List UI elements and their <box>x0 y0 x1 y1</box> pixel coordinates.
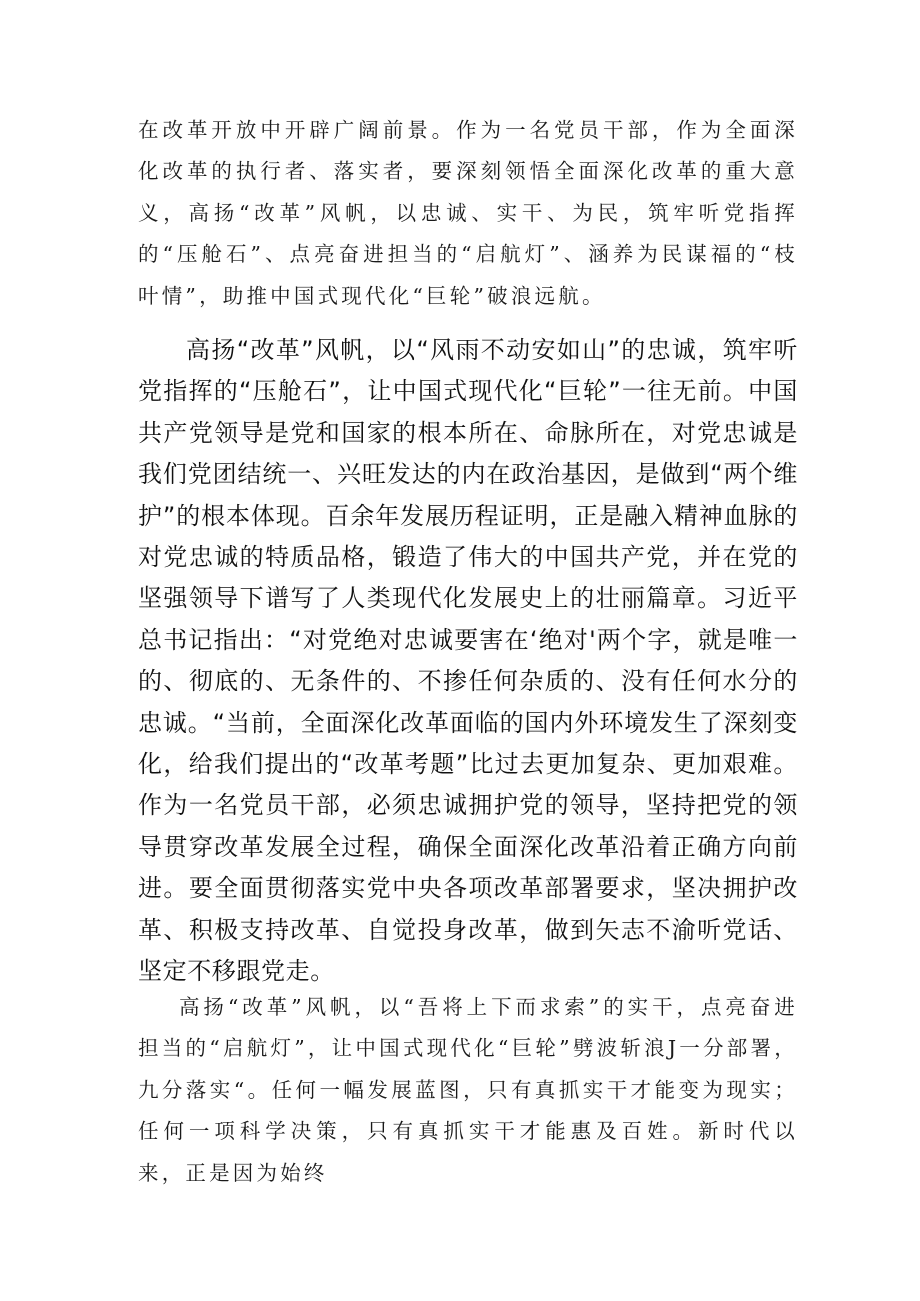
paragraph-1: 在改革开放中开辟广阔前景。作为一名党员干部，作为全面深化改革的执行者、落实者，要深刻领悟全面深化改革的重大意义，高扬“改革”风帆，以忠诚、实干、为民，筑牢听党指挥的“压舱石”、点亮奋进担当的“启航灯”、涵养为民谋福的“枝叶情”，助推中国式现代化“巨轮”破浪远航。 <box>138 118 798 308</box>
paragraph-3: 高扬“改革”风帆，以“吾将上下而求索”的实干，点亮奋进担当的“启航灯”，让中国式现代化“巨轮”劈波斩浪J一分部署，九分落实“。任何一幅发展蓝图，只有真抓实干才能变为现实；任何一项科学决策，只有真抓实干才能惠及百姓。新时代以来，正是因为始终 <box>138 995 798 1185</box>
paragraph-2: 高扬“改革”风帆，以“风雨不动安如山”的忠诚，筑牢听党指挥的“压舱石”，让中国式现代化“巨轮”一往无前。中国共产党领导是党和国家的根本所在、命脉所在，对党忠诚是我们党团结统一、兴旺发达的内在政治基因，是做到“两个维护”的根本体现。百余年发展历程证明，正是融入精神血脉的对党忠诚的特质品格，锻造了伟大的中国共产党，并在党的坚强领导下谱写了人类现代化发展史上的壮丽篇章。习近平总书记指出：“对党绝对忠诚要害在‘绝对'两个字，就是唯一的、彻底的、无条件的、不掺任何杂质的、没有任何水分的忠诚。“当前，全面深化改革面临的国内外环境发生了深刻变化，给我们提出的“改革考题”比过去更加复杂、更加艰难。作为一名党员干部，必须忠诚拥护党的领导，坚持把党的领导贯穿改革发展全过程，确保全面深化改革沿着正确方向前进。要全面贯彻落实党中央各项改革部署要求，坚决拥护改革、积极支持改革、自觉投身改革，做到矢志不渝听党话、坚定不移跟党走。 <box>138 336 798 986</box>
